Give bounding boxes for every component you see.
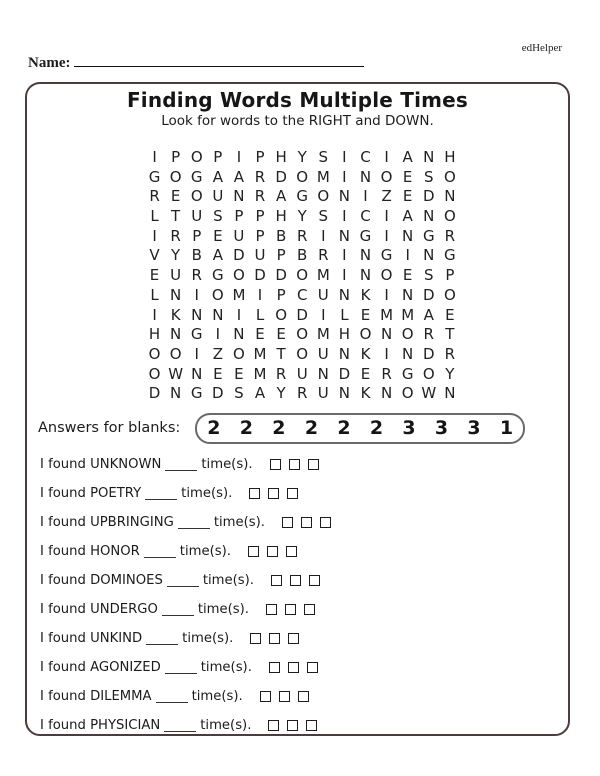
found-checkbox[interactable]: [287, 720, 298, 731]
checkbox-group: [249, 488, 306, 499]
grid-letter: U: [233, 226, 245, 245]
grid-letter: Y: [171, 246, 181, 265]
grid-letter: O: [233, 344, 245, 363]
grid-letter: N: [317, 364, 329, 383]
found-item-text: I found PHYSICIAN: [40, 718, 161, 734]
grid-letter: U: [212, 187, 224, 206]
grid-letter: G: [359, 226, 372, 245]
grid-letter: G: [380, 246, 393, 265]
grid-letter: H: [148, 325, 161, 344]
found-checkbox[interactable]: [287, 488, 298, 499]
grid-letter: A: [254, 384, 266, 403]
grid-letter: A: [212, 167, 223, 186]
grid-letter: D: [275, 266, 287, 285]
grid-letter: U: [317, 285, 329, 304]
grid-letter: N: [402, 226, 414, 245]
count-blank[interactable]: [165, 459, 197, 471]
times-suffix: time(s).: [200, 718, 252, 734]
times-suffix: time(s).: [181, 486, 233, 502]
found-checkbox[interactable]: [298, 691, 309, 702]
grid-letter: G: [401, 364, 414, 383]
grid-letter: O: [443, 285, 456, 304]
grid-letter: R: [444, 344, 456, 363]
grid-letter: U: [317, 384, 329, 403]
checkbox-group: [269, 662, 326, 673]
count-blank[interactable]: [144, 546, 176, 558]
checkbox-group: [270, 459, 327, 470]
grid-letter: I: [342, 148, 347, 166]
grid-letter: E: [234, 364, 244, 383]
times-suffix: time(s).: [213, 515, 265, 531]
grid-letter: N: [359, 167, 372, 186]
grid-letter: O: [148, 344, 161, 363]
grid-letter: E: [276, 325, 286, 344]
grid-letter: E: [213, 364, 223, 383]
grid-letter: U: [317, 344, 329, 363]
found-checkbox[interactable]: [306, 720, 317, 731]
grid-letter: T: [445, 325, 455, 344]
grid-letter: S: [234, 384, 244, 403]
found-checkbox[interactable]: [268, 488, 279, 499]
times-suffix: time(s).: [200, 660, 252, 676]
grid-letter: O: [169, 167, 182, 186]
found-item-text: I found DOMINOES: [40, 573, 163, 589]
grid-letter: N: [233, 325, 245, 344]
name-row: [28, 53, 373, 72]
grid-letter: N: [423, 246, 435, 265]
grid-letter: G: [422, 226, 435, 245]
found-checkbox[interactable]: [286, 546, 297, 557]
grid-letter: I: [236, 305, 242, 324]
grid-letter: O: [233, 266, 245, 285]
grid-letter: R: [275, 364, 287, 383]
grid-letter: I: [342, 246, 347, 265]
grid-letter: P: [255, 226, 265, 245]
grid-letter: E: [255, 325, 265, 344]
grid-letter: N: [380, 325, 393, 344]
found-checkbox[interactable]: [285, 604, 296, 615]
grid-letter: H: [275, 148, 287, 166]
grid-letter: E: [402, 187, 413, 206]
found-item-text: I found UNKNOWN: [40, 457, 162, 473]
found-checkbox[interactable]: [269, 633, 280, 644]
found-checkbox[interactable]: [267, 546, 278, 557]
grid-letter: E: [149, 266, 160, 285]
grid-letter: G: [296, 187, 309, 206]
grid-letter: I: [384, 344, 389, 363]
found-checkbox[interactable]: [301, 517, 312, 528]
grid-letter: P: [276, 285, 286, 304]
grid-letter: N: [402, 344, 414, 363]
grid-letter: N: [423, 207, 435, 226]
grid-letter: A: [402, 148, 413, 166]
grid-letter: D: [254, 266, 266, 285]
grid-letter: V: [149, 246, 160, 265]
found-checkbox[interactable]: [249, 488, 260, 499]
checkbox-group: [282, 517, 339, 528]
grid-letter: R: [170, 226, 181, 245]
answers-row: [27, 413, 568, 444]
grid-letter: I: [194, 285, 199, 304]
found-item: [40, 689, 568, 705]
grid-letter: P: [276, 246, 286, 265]
grid-letter: I: [405, 246, 410, 265]
grid-letter: D: [296, 305, 308, 324]
grid-letter: N: [338, 344, 350, 363]
grid-letter: M: [232, 285, 246, 304]
grid-letter: P: [192, 226, 202, 245]
grid-letter: S: [424, 266, 434, 285]
grid-letter: O: [317, 187, 330, 206]
grid-letter: E: [402, 266, 413, 285]
answers-label: Answers for blanks:: [38, 420, 181, 437]
found-item-text: I found UNDERGO: [40, 602, 158, 618]
found-checkbox[interactable]: [269, 662, 280, 673]
word-search-grid: [144, 148, 461, 404]
grid-letter: O: [359, 325, 372, 344]
answer-number: 2: [369, 417, 384, 440]
found-item: [40, 602, 568, 618]
grid-letter: I: [152, 305, 157, 324]
grid-letter: O: [148, 364, 161, 383]
grid-letter: B: [297, 246, 308, 265]
grid-letter: S: [318, 148, 329, 166]
grid-letter: R: [423, 325, 434, 344]
grid-letter: P: [255, 148, 265, 166]
grid-letter: I: [152, 148, 157, 166]
edhelper-logo: edHelper: [521, 42, 562, 54]
found-checkbox[interactable]: [282, 517, 293, 528]
grid-letter: A: [275, 187, 287, 206]
grid-letter: A: [423, 305, 434, 324]
grid-letter: C: [360, 207, 371, 226]
grid-letter: N: [380, 384, 393, 403]
grid-letter: R: [444, 226, 456, 245]
page-subtitle: Look for words to the RIGHT and DOWN.: [161, 113, 434, 129]
grid-letter: R: [149, 187, 160, 206]
worksheet-box: [25, 82, 570, 736]
checkbox-group: [260, 691, 317, 702]
grid-letter: H: [338, 325, 351, 344]
grid-letter: I: [236, 148, 242, 166]
grid-letter: I: [321, 305, 326, 324]
grid-letter: P: [213, 148, 223, 166]
found-checkbox[interactable]: [271, 575, 282, 586]
found-item-text: I found UPBRINGING: [40, 515, 174, 531]
grid-letter: I: [342, 266, 347, 285]
grid-letter: A: [233, 167, 245, 186]
grid-letter: D: [422, 344, 435, 363]
found-checkbox[interactable]: [308, 459, 319, 470]
found-checkbox[interactable]: [304, 604, 315, 615]
found-item-text: I found UNKIND: [40, 631, 143, 647]
times-suffix: time(s).: [202, 573, 254, 589]
grid-letter: D: [338, 364, 351, 383]
grid-letter: N: [170, 384, 182, 403]
grid-letter: I: [363, 187, 368, 206]
found-list: [27, 457, 568, 734]
grid-letter: N: [170, 325, 182, 344]
grid-letter: L: [150, 207, 159, 226]
grid-letter: I: [384, 148, 389, 166]
grid-letter: R: [254, 167, 266, 186]
grid-letter: P: [234, 207, 244, 226]
count-blank[interactable]: [165, 662, 197, 674]
grid-letter: U: [191, 207, 203, 226]
grid-letter: D: [148, 384, 161, 403]
grid-letter: I: [194, 344, 199, 363]
grid-letter: E: [360, 364, 371, 383]
grid-letter: L: [255, 305, 265, 324]
grid-letter: R: [296, 226, 308, 245]
grid-letter: K: [360, 344, 371, 363]
found-checkbox[interactable]: [248, 546, 259, 557]
grid-letter: R: [381, 364, 392, 383]
checkbox-group: [268, 720, 325, 731]
grid-letter: O: [211, 285, 224, 304]
grid-letter: N: [338, 285, 350, 304]
grid-letter: O: [401, 384, 414, 403]
found-item: [40, 718, 568, 734]
grid-letter: O: [296, 266, 309, 285]
grid-letter: G: [190, 167, 203, 186]
grid-letter: N: [212, 305, 224, 324]
found-checkbox[interactable]: [309, 575, 320, 586]
found-item: [40, 573, 568, 589]
grid-letter: P: [171, 148, 181, 166]
found-checkbox[interactable]: [250, 633, 261, 644]
answer-number: 3: [434, 417, 449, 440]
grid-letter: N: [359, 246, 372, 265]
count-blank[interactable]: [146, 633, 178, 645]
grid-letter: M: [316, 325, 330, 344]
grid-letter: Y: [297, 148, 307, 166]
grid-letter: O: [169, 344, 182, 363]
grid-letter: I: [257, 285, 263, 304]
found-item: [40, 660, 568, 676]
grid-letter: G: [190, 384, 203, 403]
times-suffix: time(s).: [182, 631, 234, 647]
count-blank[interactable]: [145, 488, 177, 500]
grid-letter: O: [380, 266, 393, 285]
grid-letter: E: [213, 226, 223, 245]
grid-letter: O: [296, 325, 309, 344]
grid-letter: R: [318, 246, 329, 265]
grid-letter: U: [296, 364, 308, 383]
times-suffix: time(s).: [191, 689, 243, 705]
grid-letter: C: [360, 148, 371, 166]
found-checkbox[interactable]: [288, 662, 299, 673]
checkbox-group: [248, 546, 305, 557]
grid-letter: N: [191, 364, 203, 383]
grid-letter: L: [340, 305, 349, 324]
answer-number: 3: [402, 417, 416, 440]
grid-letter: D: [275, 167, 287, 186]
grid-letter: K: [360, 285, 371, 304]
grid-letter: M: [380, 305, 394, 324]
grid-letter: W: [421, 384, 437, 403]
found-item-text: I found DILEMMA: [40, 689, 152, 705]
found-checkbox[interactable]: [290, 575, 301, 586]
answers-box: [195, 413, 525, 444]
grid-letter: N: [423, 148, 435, 166]
grid-letter: E: [360, 305, 371, 324]
grid-letter: O: [422, 364, 435, 383]
grid-letter: S: [318, 207, 329, 226]
grid-letter: D: [233, 246, 245, 265]
grid-letter: I: [342, 207, 347, 226]
answer-number: 3: [467, 417, 481, 440]
grid-letter: C: [296, 285, 308, 304]
grid-letter: I: [384, 285, 389, 304]
found-checkbox[interactable]: [270, 459, 281, 470]
grid-letter: R: [296, 384, 308, 403]
name-input-line[interactable]: [74, 53, 364, 67]
grid-letter: H: [275, 207, 287, 226]
grid-letter: K: [170, 305, 181, 324]
grid-letter: O: [443, 167, 456, 186]
count-blank[interactable]: [167, 575, 199, 587]
grid-letter: D: [422, 285, 435, 304]
grid-letter: Y: [297, 207, 307, 226]
checkbox-group: [266, 604, 323, 615]
found-checkbox[interactable]: [279, 691, 290, 702]
grid-letter: I: [321, 226, 326, 245]
answer-number: 2: [304, 417, 319, 440]
answer-number: 2: [272, 417, 286, 440]
grid-letter: O: [190, 148, 203, 166]
grid-letter: K: [360, 384, 371, 403]
grid-letter: P: [255, 207, 265, 226]
count-blank[interactable]: [162, 604, 194, 616]
grid-letter: G: [212, 266, 224, 285]
answer-number: 2: [207, 417, 221, 440]
answer-number: 2: [337, 417, 351, 440]
grid-letter: D: [212, 384, 224, 403]
found-checkbox[interactable]: [268, 720, 279, 731]
grid-letter: D: [422, 187, 435, 206]
grid-letter: L: [150, 285, 159, 304]
grid-letter: G: [444, 246, 456, 265]
grid-letter: M: [401, 305, 415, 324]
found-item-text: I found HONOR: [40, 544, 140, 560]
found-checkbox[interactable]: [266, 604, 277, 615]
grid-letter: Y: [445, 364, 455, 383]
grid-letter: H: [444, 148, 456, 166]
grid-letter: N: [338, 187, 350, 206]
found-checkbox[interactable]: [289, 459, 300, 470]
grid-letter: N: [402, 285, 414, 304]
found-checkbox[interactable]: [260, 691, 271, 702]
grid-letter: R: [191, 266, 202, 285]
found-item: [40, 457, 568, 473]
times-suffix: time(s).: [201, 457, 253, 473]
answer-number: 2: [239, 417, 254, 440]
grid-letter: O: [401, 325, 414, 344]
grid-letter: M: [316, 266, 330, 285]
found-checkbox[interactable]: [320, 517, 331, 528]
grid-letter: M: [316, 167, 330, 186]
grid-letter: E: [170, 187, 181, 206]
grid-letter: G: [148, 167, 161, 186]
grid-letter: N: [170, 285, 182, 304]
grid-letter: Y: [276, 384, 286, 403]
grid-letter: S: [213, 207, 223, 226]
found-item: [40, 631, 568, 647]
count-blank[interactable]: [178, 517, 210, 529]
grid-letter: I: [384, 207, 389, 226]
grid-letter: B: [275, 226, 287, 245]
found-item-text: I found POETRY: [40, 486, 142, 502]
grid-letter: I: [215, 325, 221, 344]
times-suffix: time(s).: [179, 544, 231, 560]
grid-letter: I: [342, 167, 347, 186]
name-label: Name:: [28, 55, 71, 71]
found-checkbox[interactable]: [307, 662, 318, 673]
grid-letter: E: [402, 167, 413, 186]
grid-letter: B: [191, 246, 202, 265]
grid-letter: A: [402, 207, 413, 226]
found-checkbox[interactable]: [288, 633, 299, 644]
count-blank[interactable]: [156, 691, 188, 703]
found-item-text: I found AGONIZED: [40, 660, 161, 676]
grid-letter: P: [445, 266, 455, 285]
grid-letter: G: [190, 325, 203, 344]
grid-letter: T: [171, 207, 181, 226]
found-item: [40, 544, 568, 560]
grid-letter: U: [170, 266, 182, 285]
grid-letter: N: [338, 384, 350, 403]
grid-letter: A: [212, 246, 223, 265]
grid-letter: N: [338, 226, 350, 245]
grid-letter: O: [443, 207, 456, 226]
grid-letter: W: [168, 364, 184, 383]
checkbox-group: [271, 575, 328, 586]
grid-letter: T: [276, 344, 286, 363]
answer-number: 1: [499, 417, 514, 440]
grid-letter: N: [444, 384, 456, 403]
checkbox-group: [250, 633, 307, 644]
count-blank[interactable]: [164, 720, 196, 732]
grid-letter: Z: [212, 344, 223, 363]
found-item: [40, 486, 568, 502]
times-suffix: time(s).: [197, 602, 249, 618]
grid-letter: M: [253, 364, 267, 383]
grid-letter: N: [359, 266, 372, 285]
grid-letter: E: [445, 305, 455, 324]
grid-letter: Z: [381, 187, 392, 206]
grid-letter: N: [233, 187, 245, 206]
grid-letter: I: [152, 226, 157, 245]
grid-letter: O: [380, 167, 393, 186]
grid-letter: O: [275, 305, 288, 324]
page-title: Finding Words Multiple Times: [126, 88, 469, 112]
grid-letter: I: [384, 226, 389, 245]
grid-letter: N: [191, 305, 203, 324]
grid-letter: S: [424, 167, 434, 186]
grid-letter: N: [444, 187, 456, 206]
grid-letter: O: [190, 187, 203, 206]
grid-letter: M: [253, 344, 267, 363]
grid-letter: R: [254, 187, 266, 206]
grid-letter: O: [296, 344, 309, 363]
grid-letter: O: [296, 167, 309, 186]
grid-letter: U: [254, 246, 266, 265]
found-item: [40, 515, 568, 531]
